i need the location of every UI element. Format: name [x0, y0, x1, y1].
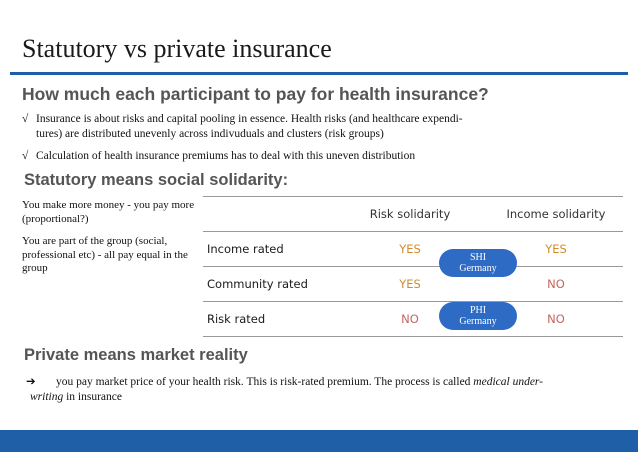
- phi-germany-badge: [439, 302, 517, 330]
- cell-income-value: NO: [489, 267, 623, 302]
- check-bullet-icon: √: [22, 113, 29, 125]
- table-row: [203, 232, 623, 267]
- private-text-part2: in insurance: [63, 391, 122, 403]
- row-label: Income rated: [203, 232, 331, 267]
- table-header-row: [203, 197, 623, 232]
- cell-risk-value: YES: [331, 267, 489, 302]
- footer-bar: [0, 430, 638, 452]
- table-header-cell: [203, 197, 331, 232]
- table-header-risk-solidarity: Risk solidarity: [331, 197, 489, 232]
- badge-line1: PHI: [469, 305, 487, 316]
- solidarity-table: [203, 196, 623, 337]
- badge-line1: SHI: [469, 252, 487, 263]
- row-label: Community rated: [203, 267, 331, 302]
- bullet-text-line2: tures) are distributed unevenly across indivuduals and clusters (risk groups): [36, 128, 384, 140]
- slide-title: Statutory vs private insurance: [22, 34, 332, 63]
- table-header-income-solidarity: Income solidarity: [489, 197, 623, 232]
- private-text-italic1: medical under-: [473, 376, 544, 388]
- badge-line2: Germany: [459, 263, 497, 274]
- cell-income-value: YES: [489, 232, 623, 267]
- row-label: Risk rated: [203, 302, 331, 337]
- cell-income-value: NO: [489, 302, 623, 337]
- note-group: You are part of the group (social, professional etc) - all pay equal in the group: [22, 235, 188, 274]
- shi-germany-badge: [439, 249, 517, 277]
- table-row: [203, 302, 623, 337]
- cell-risk-value: NO: [331, 302, 489, 337]
- private-heading: Private means market reality: [24, 346, 248, 364]
- title-divider: [10, 72, 628, 75]
- private-text-italic2: writing: [30, 391, 64, 403]
- private-text-part1: you pay market price of your health risk. This is risk-rated premium. The process is called: [56, 376, 474, 388]
- bullet-text-line1: Insurance is about risks and capital pooling in essence. Health risks (and healthcare expendi-: [36, 113, 463, 125]
- badge-line2: Germany: [459, 316, 497, 327]
- bullet-risk-pooling: [22, 112, 582, 142]
- check-bullet-icon: √: [22, 150, 29, 162]
- slide-subtitle: How much each participant to pay for health insurance?: [22, 84, 489, 104]
- statutory-heading: Statutory means social solidarity:: [24, 171, 289, 189]
- note-proportional: You make more money - you pay more (proportional?): [22, 199, 195, 225]
- private-bullet: [26, 374, 626, 405]
- arrow-right-icon: ➔: [26, 374, 36, 388]
- table-row: [203, 267, 623, 302]
- bullet-premium-calculation: [22, 149, 415, 164]
- cell-risk-value: YES: [331, 232, 489, 267]
- bullet-text: Calculation of health insurance premiums has to deal with this uneven distribution: [36, 150, 416, 162]
